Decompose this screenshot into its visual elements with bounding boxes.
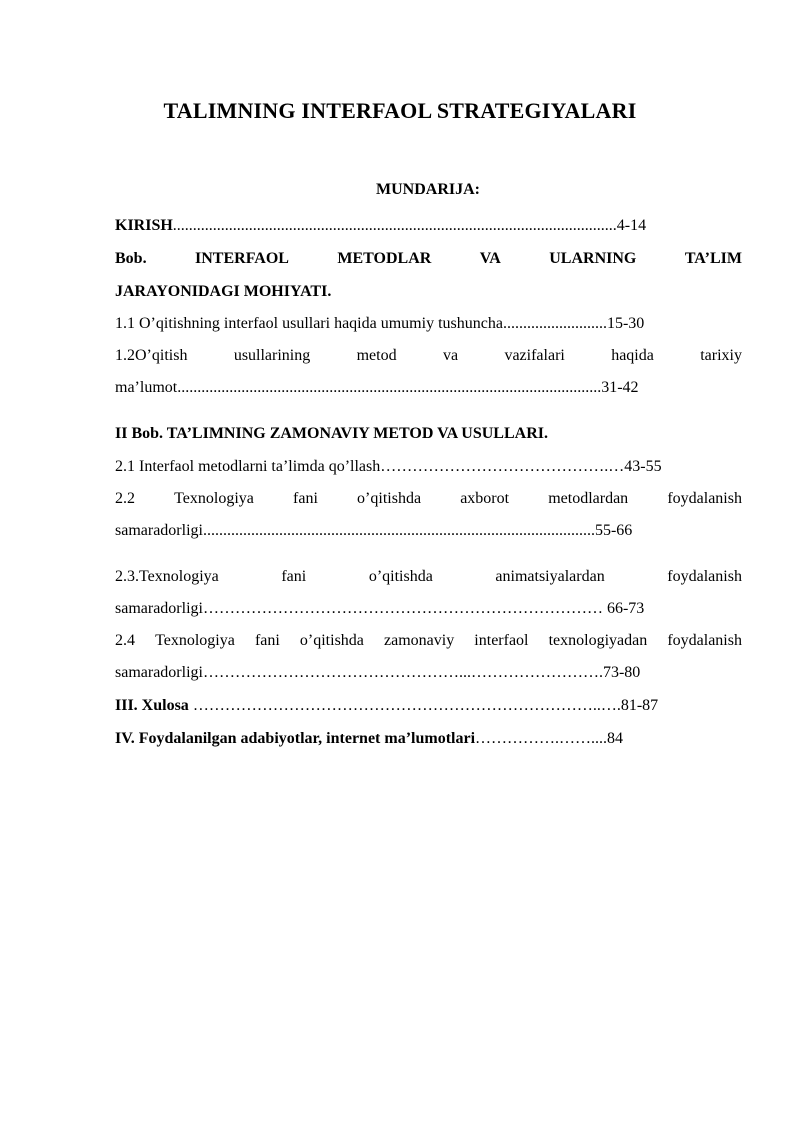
toc-entry-kirish	[115, 216, 646, 236]
toc-word: foydalanish	[667, 568, 742, 585]
toc-word: axborot	[460, 490, 510, 507]
toc-chapter-1-line1	[115, 249, 742, 269]
toc-word: o’qitishda	[357, 490, 422, 507]
toc-page-range: 81-87	[620, 697, 659, 714]
toc-word: 2.3.Texnologiya	[115, 568, 219, 585]
toc-word: haqida	[611, 347, 654, 364]
toc-entry-text: samaradorligi	[115, 664, 203, 681]
toc-entry-text: samaradorligi	[115, 522, 203, 539]
toc-word: 1.2O’qitish	[115, 347, 188, 364]
toc-word: foydalanish	[667, 490, 742, 507]
toc-word: Bob.	[115, 250, 147, 267]
toc-leader-dots: ...............................................................................................................	[172, 217, 617, 234]
toc-entry-2-4-line1	[115, 631, 742, 651]
toc-word: INTERFAOL	[195, 250, 289, 267]
toc-word: fani	[281, 568, 307, 585]
toc-word: o’qitishda	[368, 568, 433, 585]
toc-word: foydalanish	[667, 632, 742, 649]
toc-word: TA’LIM	[684, 250, 742, 267]
toc-page-range: 4-14	[616, 217, 647, 234]
toc-word: interfaol	[474, 632, 529, 649]
toc-leader-dots: …………………………………………...…………………….	[202, 664, 603, 681]
toc-word: o’qitishda	[299, 632, 364, 649]
toc-entry-text: samaradorligi	[115, 600, 203, 617]
toc-word: ULARNING	[549, 250, 637, 267]
toc-page-range: 66-73	[606, 600, 645, 617]
toc-entry-1-2-line1	[115, 346, 742, 366]
toc-word: zamonaviy	[384, 632, 455, 649]
toc-entry-2-4-line2	[115, 663, 640, 683]
toc-entry-text: 1.1 O’qitishning interfaol usullari haqida umumiy tushuncha	[115, 315, 503, 332]
toc-word: usullarining	[233, 347, 311, 364]
toc-entry-1-1	[115, 314, 644, 334]
toc-word: VA	[479, 250, 501, 267]
toc-leader-dots: …………………………………….…	[380, 458, 625, 475]
toc-leader-dots: ..........................	[502, 315, 607, 332]
toc-word: fani	[254, 632, 280, 649]
toc-word: Texnologiya	[155, 632, 235, 649]
toc-entry-text: 2.1 Interfaol metodlarni ta’limda qo’llash	[115, 458, 381, 475]
toc-word: animatsiyalardan	[495, 568, 605, 585]
toc-word: 2.4	[115, 632, 135, 649]
toc-word: fani	[293, 490, 318, 507]
toc-entry-1-2-line2	[115, 378, 639, 398]
toc-word: va	[442, 347, 459, 364]
toc-word: METODLAR	[337, 250, 432, 267]
toc-word: vazifalari	[504, 347, 565, 364]
toc-page-range: 31-42	[601, 379, 639, 396]
toc-entry-2-3-line2	[115, 599, 644, 619]
toc-entry-label: III. Xulosa	[115, 697, 189, 714]
toc-entry-xulosa	[115, 696, 658, 716]
toc-chapter-2: II Bob. TA’LIMNING ZAMONAVIY METOD VA USULLARI.	[115, 425, 548, 442]
toc-page-range: 84	[607, 730, 624, 747]
toc-leader-dots: ..................................................................................................	[202, 522, 595, 539]
toc-word: Texnologiya	[174, 490, 254, 507]
toc-entry-2-3-line1	[115, 567, 742, 587]
toc-page-range: 43-55	[624, 458, 662, 475]
toc-entry-2-2-line2	[115, 521, 632, 541]
toc-entry-2-2-line1	[115, 489, 742, 509]
toc-word: texnologiyadan	[548, 632, 648, 649]
toc-entry-2-1	[115, 457, 662, 477]
toc-leader-dots: …………….……....	[475, 730, 608, 747]
toc-chapter-1-line2: JARAYONIDAGI MOHIYATI.	[115, 283, 332, 300]
toc-word: tarixiy	[700, 347, 742, 364]
toc-word: metodlardan	[548, 490, 629, 507]
toc-page-range: 55-66	[594, 522, 633, 539]
toc-page-range: 15-30	[606, 315, 645, 332]
toc-word: 2.2	[115, 490, 135, 507]
toc-leader-dots: …………………………………………………………………..….	[188, 697, 621, 714]
toc-heading: MUNDARIJA:	[376, 181, 480, 198]
toc-leader-dots: …………………………………………………………………	[202, 600, 607, 617]
toc-entry-label: KIRISH	[115, 217, 173, 234]
document-title: TALIMNING INTERFAOL STRATEGIYALARI	[163, 98, 637, 123]
toc-page-range: 73-80	[602, 664, 641, 681]
toc-entry-label: IV. Foydalanilgan adabiyotlar, internet ma’lumotlari	[115, 730, 476, 747]
toc-leader-dots: ..........................................................................................................	[177, 379, 602, 396]
toc-entry-adabiyotlar	[115, 729, 623, 749]
toc-entry-text: ma’lumot	[115, 379, 178, 396]
toc-word: metod	[356, 347, 397, 364]
